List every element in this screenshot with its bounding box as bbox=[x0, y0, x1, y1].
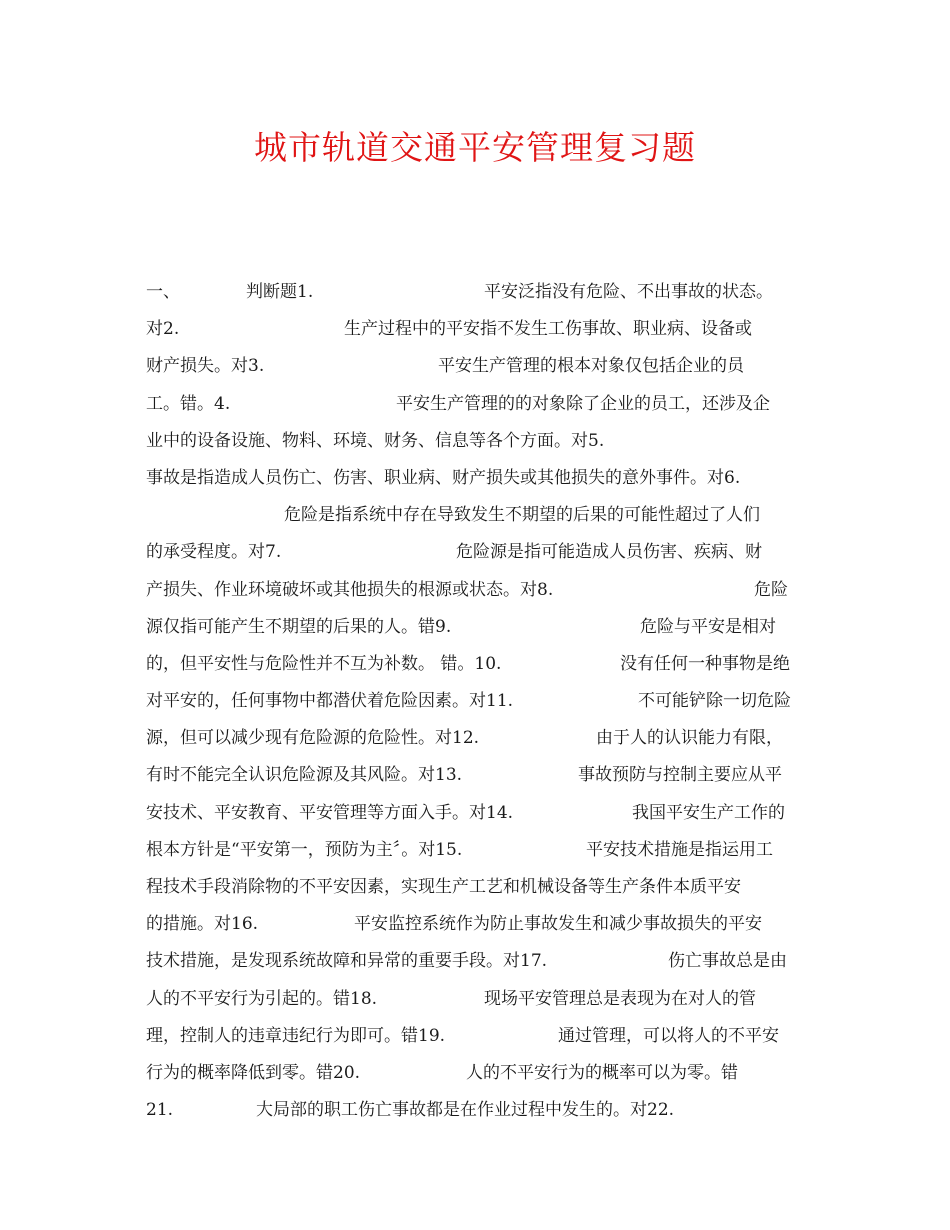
text-segment: 21. bbox=[146, 1100, 174, 1121]
text-segment: 没有任何一种事物是绝 bbox=[620, 653, 790, 674]
text-segment: 平安泛指没有危险、不出事故的状态。 bbox=[484, 282, 773, 302]
text-segment: 现场平安管理总是表现为在对人的管 bbox=[484, 988, 756, 1009]
text-segment: 源，但可以减少现有危险源的危险性。对12. bbox=[146, 728, 480, 749]
text-line bbox=[146, 832, 814, 869]
text-segment: 通过管理，可以将人的不平安 bbox=[558, 1025, 779, 1046]
text-segment: 的，但平安性与危险性并不互为补数。 错。10. bbox=[146, 653, 502, 674]
text-line bbox=[146, 274, 814, 311]
text-segment: 对2. bbox=[146, 319, 180, 340]
text-segment: 一、 bbox=[146, 282, 180, 302]
text-segment: 由于人的认识能力有限， bbox=[596, 728, 783, 749]
text-line bbox=[146, 534, 814, 571]
text-segment: 财产损失。对3. bbox=[146, 356, 265, 377]
text-line bbox=[146, 348, 814, 385]
text-line bbox=[146, 795, 814, 832]
text-segment: 人的不平安行为引起的。错18. bbox=[146, 988, 378, 1009]
text-line bbox=[146, 311, 814, 348]
text-line bbox=[146, 943, 814, 980]
text-segment: 产损失、作业环境破坏或其他损失的根源或状态。对8. bbox=[146, 579, 554, 600]
text-segment: 工。错。4. bbox=[146, 393, 231, 414]
text-line bbox=[146, 906, 814, 943]
text-segment: 我国平安生产工作的 bbox=[632, 802, 785, 823]
text-segment: 有时不能完全认识危险源及其风险。对13. bbox=[146, 765, 463, 786]
text-segment: 平安生产管理的的对象除了企业的员工，还涉及企 bbox=[396, 393, 770, 414]
text-segment: 理，控制人的违章违纪行为即可。错19. bbox=[146, 1025, 446, 1046]
text-segment: 业中的设备设施、物料、环境、财务、信息等各个方面。对5. bbox=[146, 430, 605, 451]
text-segment: 源仅指可能产生不期望的后果的人。错9. bbox=[146, 616, 452, 637]
text-segment: 安技术、平安教育、平安管理等方面入手。对14. bbox=[146, 802, 514, 823]
text-line bbox=[146, 720, 814, 757]
text-segment: 平安生产管理的根本对象仅包括企业的员 bbox=[438, 356, 744, 377]
text-segment: 的承受程度。对7. bbox=[146, 542, 282, 563]
text-line bbox=[146, 1018, 814, 1055]
text-line bbox=[146, 572, 814, 609]
text-line bbox=[146, 460, 814, 497]
text-line bbox=[146, 386, 814, 423]
text-line bbox=[146, 646, 814, 683]
text-line bbox=[146, 497, 814, 534]
text-line bbox=[146, 757, 814, 794]
text-segment: 不可能铲除一切危险 bbox=[638, 691, 791, 712]
text-segment: 平安技术措施是指运用工 bbox=[586, 839, 773, 860]
text-segment: 的措施。对16. bbox=[146, 914, 259, 935]
text-segment: 事故是指造成人员伤亡、伤害、职业病、财产损失或其他损失的意外事件。对6. bbox=[146, 467, 741, 488]
text-segment: 人的不平安行为的概率可以为零。错 bbox=[466, 1062, 738, 1083]
text-segment: 行为的概率降低到零。错20. bbox=[146, 1062, 361, 1083]
text-segment: 大局部的职工伤亡事故都是在作业过程中发生的。对22. bbox=[256, 1100, 675, 1121]
document-title: 城市轨道交通平安管理复习题 bbox=[254, 128, 696, 167]
text-line bbox=[146, 1092, 814, 1129]
text-line bbox=[146, 1055, 814, 1092]
text-line bbox=[146, 423, 814, 460]
text-line bbox=[146, 869, 814, 906]
text-segment: 对平安的，任何事物中都潜伏着危险因素。对11. bbox=[146, 691, 514, 712]
text-segment: 判断题1. bbox=[246, 282, 314, 302]
text-segment: 危险源是指可能造成人员伤害、疾病、财 bbox=[456, 542, 762, 563]
text-segment: 生产过程中的平安指不发生工伤事故、职业病、设备或 bbox=[344, 319, 752, 340]
text-segment: 平安监控系统作为防止事故发生和减少事故损失的平安 bbox=[354, 914, 762, 935]
text-segment: 程技术手段消除物的不平安因素，实现生产工艺和机械设备等生产条件本质平安 bbox=[146, 877, 741, 897]
text-segment: 技术措施，是发现系统故障和异常的重要手段。对17. bbox=[146, 951, 548, 972]
text-line bbox=[146, 609, 814, 646]
text-line bbox=[146, 683, 814, 720]
question-text-block bbox=[146, 274, 814, 1129]
text-segment: 事故预防与控制主要应从平 bbox=[578, 765, 782, 786]
text-segment: 危险与平安是相对 bbox=[640, 616, 776, 637]
text-segment: 伤亡事故总是由 bbox=[668, 951, 787, 972]
text-line bbox=[146, 981, 814, 1018]
text-segment: 危险是指系统中存在导致发生不期望的后果的可能性超过了人们 bbox=[284, 505, 760, 526]
text-segment: 根本方针是“平安第一，预防为主〞。对15. bbox=[146, 839, 463, 860]
text-segment: 危险 bbox=[754, 579, 788, 600]
